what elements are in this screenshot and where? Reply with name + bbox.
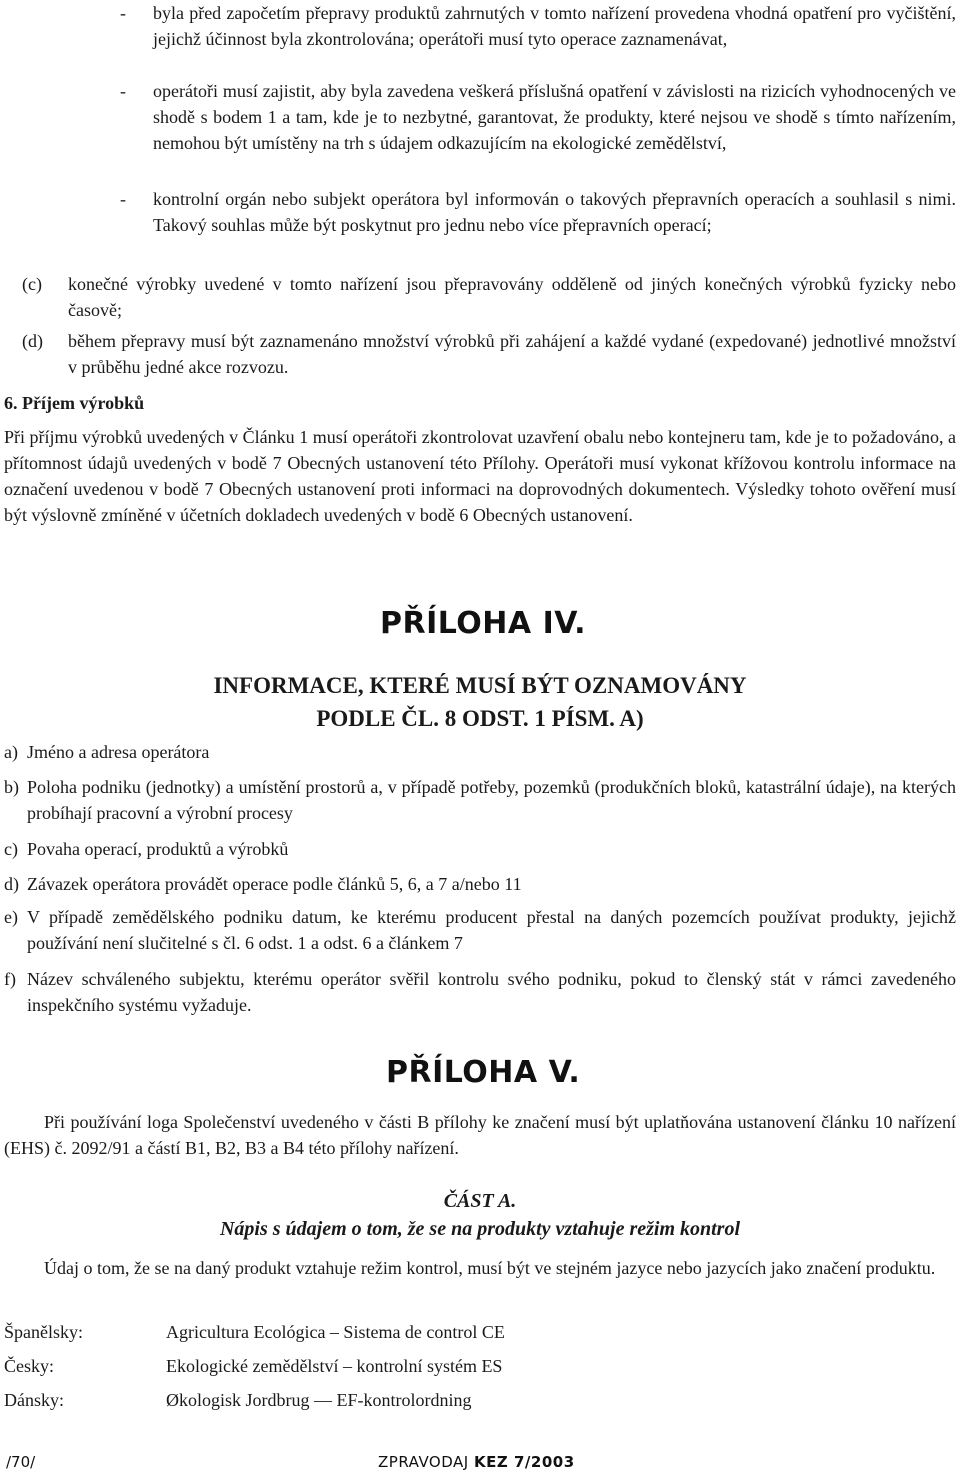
annex-item [4,871,956,897]
annex-item [4,739,956,765]
language-phrase: Agricultura Ecológica – Sistema de control CE [166,1322,505,1342]
language-row [4,1319,954,1345]
paren-list-item [22,328,956,380]
annex-item [4,904,956,956]
item-text: Povaha operací, produktů a výrobků [27,839,289,859]
language-phrase: Ekologické zemědělství – kontrolní systém ES [166,1356,503,1376]
section-paragraph: Při příjmu výrobků uvedených v Článku 1 musí operátoři zkontrolovat uzavření obalu nebo kontejneru tam, kde je to požadováno, a přítomnost údajů uvedených v bodě 7 Obecných ustanovení této Přílohy. Operátoři musí vykonat křížovou kontrolu informace na označení uvedenou v bodě 7 Obecných ustanovení proti informaci na doprovodných dokumentech. Výsledky tohoto ověření musí být výslovně zmíněné v účetních dokladech uvedených v bodě 6 Obecných ustanovení. [4,427,956,525]
dash-list-item [120,186,956,238]
language-label: Dánsky: [4,1390,64,1410]
section-heading: 6. Příjem výrobků [4,393,145,413]
dash-marker: - [120,189,126,209]
journal-title [378,1452,575,1472]
language-row [4,1387,954,1413]
item-text: Jméno a adresa operátora [27,742,210,762]
annex-item [4,966,956,1018]
journal-name: ZPRAVODAJ [378,1453,469,1471]
dash-item-text: kontrolní orgán nebo subjekt operátora byl informován o takových přepravních operacích a souhlasil s nimi. Takový souhlas může být poskytnut pro jednu nebo více přepravních operací; [153,189,956,235]
item-text: Název schváleného subjektu, kterému operátor svěřil kontrolu svého podniku, pokud to členský stát v rámci zavedeného inspekčního systému vyžaduje. [27,969,956,1015]
annex-intro-paragraph: Při používání loga Společenství uvedeného v části B přílohy ke značení musí být uplatňována ustanovení článku 10 nařízení (EHS) č. 2092/91 a částí B1, B2, B3 a B4 této přílohy nařízení. [4,1112,956,1158]
dash-marker: - [120,81,126,101]
paren-item-text: konečné výrobky uvedené v tomto nařízení jsou přepravovány odděleně od jiných konečných výrobků fyzicky nebo časově; [68,274,956,320]
annex-subtitle: INFORMACE, KTERÉ MUSÍ BÝT OZNAMOVÁNY [213,673,747,698]
page-number: /70/ [6,1453,36,1471]
dash-list-item [120,0,956,52]
part-heading: ČÁST A. [443,1190,517,1212]
annex-subtitle: PODLE ČL. 8 ODST. 1 PÍSM. A) [316,706,644,731]
item-text: Závazek operátora provádět operace podle článků 5, 6, a 7 a/nebo 11 [27,874,522,894]
annex-title: PŘÍLOHA V. [386,1055,581,1090]
dash-marker: - [120,3,126,23]
paren-marker: (c) [22,274,42,294]
item-marker: e) [4,907,18,927]
paren-list-item [22,271,956,323]
part-subheading: Nápis s údajem o tom, že se na produkty vztahuje režim kontrol [219,1218,741,1240]
page-footer [0,1452,960,1472]
item-marker: b) [4,777,19,797]
item-marker: f) [4,969,16,989]
annex-title: PŘÍLOHA IV. [380,606,586,641]
paren-item-text: během přepravy musí být zaznamenáno množství výrobků při zahájení a každé vydané (expedované) jednotlivé množství v průběhu jedné akce rozvozu. [68,331,956,377]
paren-marker: (d) [22,331,43,351]
journal-issue: KEZ 7/2003 [474,1453,575,1471]
language-label: Česky: [4,1356,55,1376]
item-text: Poloha podniku (jednotky) a umístění prostorů a, v případě potřeby, pozemků (produkčních bloků, katastrální údaje), na kterých probíhají pracovní a výrobní procesy [27,777,956,823]
dash-item-text: byla před započetím přepravy produktů zahrnutých v tomto nařízení provedena vhodná opatření pro vyčištění, jejichž účinnost byla zkontrolována; operátoři musí tyto operace zaznamenávat, [153,3,956,49]
item-marker: a) [4,742,18,762]
part-paragraph: Údaj o tom, že se na daný produkt vztahuje režim kontrol, musí být ve stejném jazyce nebo jazycích jako značení produktu. [44,1258,936,1278]
item-text: V případě zemědělského podniku datum, ke kterému producent přestal na daných pozemcích používat produkty, jejichž používání není slučitelné s čl. 6 odst. 1 a odst. 6 a článkem 7 [27,907,956,953]
annex-item [4,836,956,862]
language-row [4,1353,954,1379]
annex-item [4,774,956,826]
item-marker: c) [4,839,18,859]
dash-list-item [120,78,956,156]
language-phrase: Økologisk Jordbrug — EF-kontrolordning [166,1390,472,1410]
language-label: Španělsky: [4,1322,83,1342]
item-marker: d) [4,874,19,894]
dash-item-text: operátoři musí zajistit, aby byla zavedena veškerá příslušná opatření v závislosti na rizicích vyhodnocených ve shodě s bodem 1 a tam, kde je to nezbytné, garantovat, že produkty, které nejsou ve shodě s tímto nařízením, nemohou být umístěny na trh s údajem odkazujícím na ekologické zemědělství, [153,81,956,153]
